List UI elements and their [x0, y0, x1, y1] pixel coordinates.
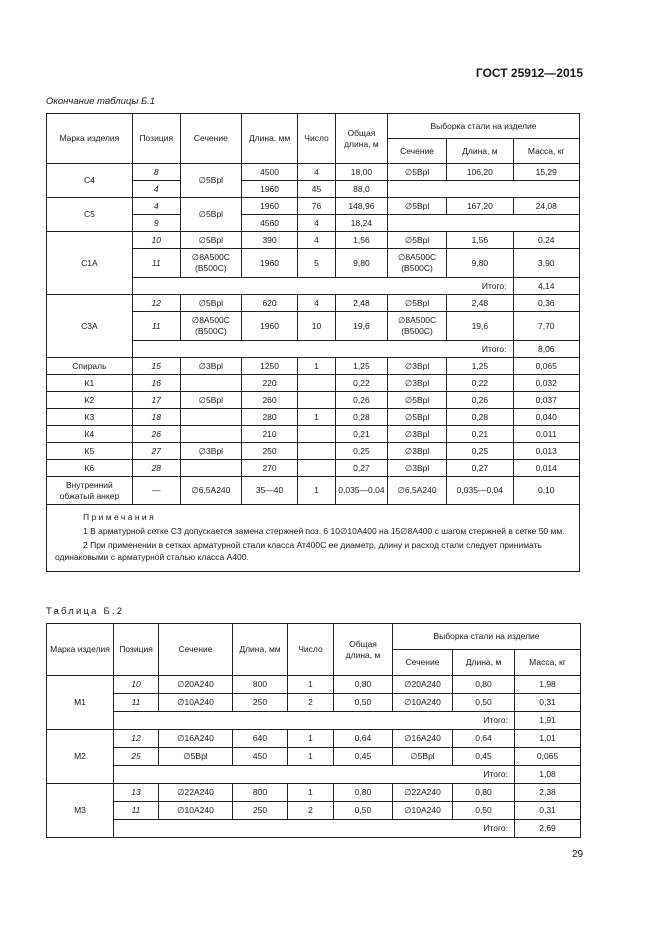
cell-position: 16 [132, 375, 180, 392]
cell-length: 250 [233, 802, 288, 820]
cell-position: 11 [114, 694, 159, 712]
cell-sel-length: 106,20 [447, 164, 513, 181]
cell-mark: М3 [47, 784, 114, 838]
cell-count: 1 [288, 676, 334, 694]
notes-cell [47, 505, 580, 572]
cell-sel-mass: 0,040 [513, 409, 579, 426]
page-number: 29 [572, 849, 584, 860]
cell-sel-section: ∅3Bpl [387, 443, 446, 460]
cell-sel-section: ∅5Bpl [387, 232, 446, 249]
cell-section: ∅16А240 [159, 730, 233, 748]
cell-sel-section: ∅3Bpl [387, 375, 446, 392]
cell-position: 11 [132, 312, 180, 341]
cell-count: 4 [298, 215, 336, 232]
table-total-row [47, 766, 581, 784]
cell-sel-length: 0,27 [447, 460, 513, 477]
cell-sel-length: 0,22 [447, 375, 513, 392]
cell-length: 1960 [241, 198, 297, 215]
col-header-sel-mass: Масса, кг [513, 139, 579, 164]
cell-position: 18 [132, 409, 180, 426]
cell-sel-section: ∅5Bpl [387, 392, 446, 409]
cell-section [180, 375, 241, 392]
cell-section [180, 409, 241, 426]
cell-position: 12 [114, 730, 159, 748]
cell-sel-length: 2,48 [447, 295, 513, 312]
cell-sel-length: 9,80 [447, 249, 513, 278]
cell-position: 11 [132, 249, 180, 278]
cell-sel-mass: 0,24 [513, 232, 579, 249]
table-b2 [46, 623, 581, 838]
total-mass: 4,14 [513, 278, 579, 295]
cell-total-length: 18,00 [335, 164, 387, 181]
cell-sel-mass: 1,98 [515, 676, 581, 694]
total-label: Итого: [114, 820, 515, 838]
cell-sel-length: 0,50 [453, 694, 515, 712]
cell-sel-mass: 15,29 [513, 164, 579, 181]
cell-total-length: 2,48 [335, 295, 387, 312]
cell-sel-mass: 0,31 [515, 802, 581, 820]
table-row [47, 748, 581, 766]
cell-length: 620 [241, 295, 297, 312]
cell-length: 280 [241, 409, 297, 426]
notes-title: Примечания [83, 512, 157, 522]
cell-sel-section: ∅3Bpl [387, 426, 446, 443]
cell-sel-mass: 0,065 [515, 748, 581, 766]
cell-section: ∅5Bpl [180, 392, 241, 409]
cell-sel-section: ∅3Bpl [387, 460, 446, 477]
table-b1 [46, 113, 580, 572]
table-total-row [47, 712, 581, 730]
col-header-selection: Выборка стали на изделие [387, 114, 579, 139]
table-row [47, 409, 580, 426]
cell-total-length: 0,50 [334, 802, 393, 820]
cell-count: 1 [288, 784, 334, 802]
cell-sel-section: ∅10А240 [393, 694, 453, 712]
cell-section: ∅6,5A240 [180, 477, 241, 505]
col-header-position: Позиция [114, 624, 159, 676]
cell-position: 4 [132, 181, 180, 198]
cell-count: 5 [298, 249, 336, 278]
cell-sel-length: 167,20 [447, 198, 513, 215]
cell-position: 13 [114, 784, 159, 802]
cell-length: 4500 [241, 164, 297, 181]
cell-sel-mass: 0,013 [513, 443, 579, 460]
table-row [47, 694, 581, 712]
cell-sel-length: 1,56 [447, 232, 513, 249]
cell-length: 800 [233, 676, 288, 694]
cell-count: 4 [298, 232, 336, 249]
table-row [47, 460, 580, 477]
col-header-sel-section: Сечение [393, 650, 453, 676]
cell-sel-section: ∅22А240 [393, 784, 453, 802]
col-header-total-length: Общая длина, м [335, 114, 387, 164]
cell-position: 27 [132, 443, 180, 460]
total-mass: 2,69 [515, 820, 581, 838]
cell-sel-section: ∅20А240 [393, 676, 453, 694]
total-label: Итого: [132, 278, 513, 295]
cell-empty [387, 181, 579, 198]
document-code: ГОСТ 25912—2015 [475, 66, 583, 80]
cell-mark: Спираль [47, 358, 133, 375]
cell-mark: К1 [47, 375, 133, 392]
col-header-sel-length: Длина, м [447, 139, 513, 164]
cell-sel-mass: 3,90 [513, 249, 579, 278]
total-label: Итого: [114, 766, 515, 784]
cell-count: 4 [298, 295, 336, 312]
cell-sel-length: 0,80 [453, 676, 515, 694]
cell-position: 17 [132, 392, 180, 409]
cell-length: 1250 [241, 358, 297, 375]
cell-total-length: 0,80 [334, 676, 393, 694]
cell-length: 250 [241, 443, 297, 460]
cell-sel-length: 0,26 [447, 392, 513, 409]
cell-sel-length: 0,035—0,04 [447, 477, 513, 505]
cell-section: ∅20А240 [159, 676, 233, 694]
cell-section: ∅5Bpl [180, 232, 241, 249]
cell-mark: С1А [47, 232, 133, 295]
cell-count [298, 392, 336, 409]
note-1: 1 В арматурной сетке С3 допускается замена стержней поз. 6 10∅10А400 на 15∅8А400 с шагом стержней в сетке 50 мм. [83, 526, 565, 536]
cell-count: 1 [298, 409, 336, 426]
table-row [47, 784, 581, 802]
cell-section: ∅10А240 [159, 802, 233, 820]
cell-length: 1960 [241, 181, 297, 198]
cell-mark: К3 [47, 409, 133, 426]
cell-section: ∅5Bpl [180, 198, 241, 232]
cell-sel-length: 0,21 [447, 426, 513, 443]
table-row [47, 477, 580, 505]
col-header-mark: Марка изделия [47, 624, 114, 676]
cell-sel-length: 0,45 [453, 748, 515, 766]
total-mass: 8,06 [513, 341, 579, 358]
cell-total-length: 148,96 [335, 198, 387, 215]
table-row [47, 198, 580, 215]
cell-sel-mass: 0,31 [515, 694, 581, 712]
notes-row [47, 505, 580, 572]
col-header-count: Число [298, 114, 336, 164]
cell-sel-mass: 2,38 [515, 784, 581, 802]
cell-total-length: 0,50 [334, 694, 393, 712]
cell-length: 1960 [241, 312, 297, 341]
table-row [47, 392, 580, 409]
cell-position: 15 [132, 358, 180, 375]
cell-sel-mass: 7,70 [513, 312, 579, 341]
col-header-count: Число [288, 624, 334, 676]
cell-sel-section: ∅6,5A240 [387, 477, 446, 505]
table-row [47, 426, 580, 443]
cell-section: ∅3Bpl [180, 358, 241, 375]
cell-length: 4560 [241, 215, 297, 232]
cell-position: 12 [132, 295, 180, 312]
cell-count: 2 [288, 802, 334, 820]
cell-count: 1 [298, 477, 336, 505]
cell-mark: Внутренний обжатый анкер [47, 477, 133, 505]
cell-position: 4 [132, 198, 180, 215]
col-header-total-length: Общая длина, м [334, 624, 393, 676]
cell-position: 28 [132, 460, 180, 477]
cell-length: 220 [241, 375, 297, 392]
cell-total-length: 0,64 [334, 730, 393, 748]
cell-sel-mass: 0,011 [513, 426, 579, 443]
cell-sel-mass: 0,36 [513, 295, 579, 312]
cell-section: ∅3Bpl [180, 443, 241, 460]
cell-count: 45 [298, 181, 336, 198]
total-mass: 1,08 [515, 766, 581, 784]
cell-section: ∅5Bpl [180, 164, 241, 198]
cell-mark: К2 [47, 392, 133, 409]
cell-total-length: 1,25 [335, 358, 387, 375]
cell-sel-mass: 1,01 [515, 730, 581, 748]
cell-position: 11 [114, 802, 159, 820]
cell-sel-section: ∅16А240 [393, 730, 453, 748]
cell-count: 2 [288, 694, 334, 712]
cell-section: ∅5Bpl [180, 295, 241, 312]
cell-section: ∅5Bpl [159, 748, 233, 766]
cell-mark: М1 [47, 676, 114, 730]
col-header-mark: Марка изделия [47, 114, 133, 164]
col-header-position: Позиция [132, 114, 180, 164]
cell-total-length: 0,25 [335, 443, 387, 460]
total-label: Итого: [114, 712, 515, 730]
cell-length: 800 [233, 784, 288, 802]
cell-length: 1960 [241, 249, 297, 278]
cell-sel-section: ∅8A500C (B500C) [387, 249, 446, 278]
cell-total-length: 0,22 [335, 375, 387, 392]
cell-mark: С5 [47, 198, 133, 232]
col-header-sel-mass: Масса, кг [515, 650, 581, 676]
cell-mark: С4 [47, 164, 133, 198]
cell-count: 76 [298, 198, 336, 215]
cell-sel-section: ∅3Bpl [387, 358, 446, 375]
cell-length: 450 [233, 748, 288, 766]
cell-position: 10 [114, 676, 159, 694]
cell-count: 1 [288, 748, 334, 766]
cell-sel-mass: 0,037 [513, 392, 579, 409]
cell-sel-length: 0,28 [447, 409, 513, 426]
cell-sel-section: ∅10А240 [393, 802, 453, 820]
col-header-length: Длина, мм [241, 114, 297, 164]
cell-total-length: 9,80 [335, 249, 387, 278]
col-header-sel-length: Длина, м [453, 650, 515, 676]
cell-sel-length: 0,80 [453, 784, 515, 802]
cell-total-length: 0,45 [334, 748, 393, 766]
cell-count: 1 [288, 730, 334, 748]
cell-position: 8 [132, 164, 180, 181]
cell-length: 390 [241, 232, 297, 249]
cell-sel-mass: 24,08 [513, 198, 579, 215]
cell-section: ∅8A500C (B500C) [180, 249, 241, 278]
cell-total-length: 0,80 [334, 784, 393, 802]
cell-length: 260 [241, 392, 297, 409]
table-row [47, 295, 580, 312]
cell-count [298, 426, 336, 443]
cell-position: 25 [114, 748, 159, 766]
cell-section: ∅22А240 [159, 784, 233, 802]
cell-sel-length: 1,25 [447, 358, 513, 375]
cell-sel-section: ∅5Bpl [387, 295, 446, 312]
cell-sel-section: ∅8A500C (B500C) [387, 312, 446, 341]
cell-sel-length: 19,6 [447, 312, 513, 341]
cell-sel-length: 0,50 [453, 802, 515, 820]
cell-section: ∅8A500C (B500C) [180, 312, 241, 341]
cell-sel-length: 0,64 [453, 730, 515, 748]
cell-sel-section: ∅5Bpl [393, 748, 453, 766]
cell-total-length: 0,28 [335, 409, 387, 426]
col-header-section: Сечение [159, 624, 233, 676]
cell-total-length: 1,56 [335, 232, 387, 249]
table-row [47, 730, 581, 748]
cell-total-length: 19,6 [335, 312, 387, 341]
cell-position: 9 [132, 215, 180, 232]
cell-total-length: 0,035—0,04 [335, 477, 387, 505]
cell-mark: М2 [47, 730, 114, 784]
cell-sel-section: ∅5Bpl [387, 198, 446, 215]
cell-sel-length: 0,25 [447, 443, 513, 460]
cell-mark: К4 [47, 426, 133, 443]
cell-mark: К5 [47, 443, 133, 460]
table-row [47, 358, 580, 375]
table-row [47, 676, 581, 694]
table-row [47, 443, 580, 460]
cell-position: — [132, 477, 180, 505]
cell-total-length: 0,26 [335, 392, 387, 409]
col-header-length: Длина, мм [233, 624, 288, 676]
cell-section [180, 426, 241, 443]
total-mass: 1,91 [515, 712, 581, 730]
table-total-row [47, 820, 581, 838]
cell-position: 26 [132, 426, 180, 443]
cell-sel-section: ∅5Bpl [387, 409, 446, 426]
cell-length: 640 [233, 730, 288, 748]
col-header-section: Сечение [180, 114, 241, 164]
table-row [47, 232, 580, 249]
cell-sel-section: ∅5Bpl [387, 164, 446, 181]
total-label: Итого: [132, 341, 513, 358]
cell-total-length: 0,27 [335, 460, 387, 477]
cell-mark: С3А [47, 295, 133, 358]
cell-length: 35—40 [241, 477, 297, 505]
col-header-sel-section: Сечение [387, 139, 446, 164]
cell-count [298, 375, 336, 392]
cell-count [298, 460, 336, 477]
cell-count [298, 443, 336, 460]
cell-section [180, 460, 241, 477]
table1-caption: Окончание таблицы Б.1 [46, 96, 156, 107]
cell-count: 1 [298, 358, 336, 375]
cell-count: 10 [298, 312, 336, 341]
cell-count: 4 [298, 164, 336, 181]
cell-total-length: 0,21 [335, 426, 387, 443]
table-row [47, 802, 581, 820]
table-row [47, 375, 580, 392]
cell-length: 250 [233, 694, 288, 712]
cell-sel-mass: 0,032 [513, 375, 579, 392]
cell-total-length: 18,24 [335, 215, 387, 232]
cell-sel-mass: 0,065 [513, 358, 579, 375]
table-row [47, 164, 580, 181]
cell-position: 10 [132, 232, 180, 249]
cell-sel-mass: 0,014 [513, 460, 579, 477]
cell-length: 210 [241, 426, 297, 443]
note-2: 2 При применении в сетках арматурной стали класса Ат400С ее диаметр, длину и расход стали следует принимать одинаковыми с арматурной сталью класса А400. [55, 540, 542, 562]
cell-section: ∅10А240 [159, 694, 233, 712]
cell-total-length: 88,0 [335, 181, 387, 198]
cell-sel-mass: 0,10 [513, 477, 579, 505]
cell-length: 270 [241, 460, 297, 477]
cell-mark: К6 [47, 460, 133, 477]
col-header-selection: Выборка стали на изделие [393, 624, 581, 650]
cell-empty [387, 215, 579, 232]
table2-caption: Таблица Б.2 [46, 606, 125, 617]
